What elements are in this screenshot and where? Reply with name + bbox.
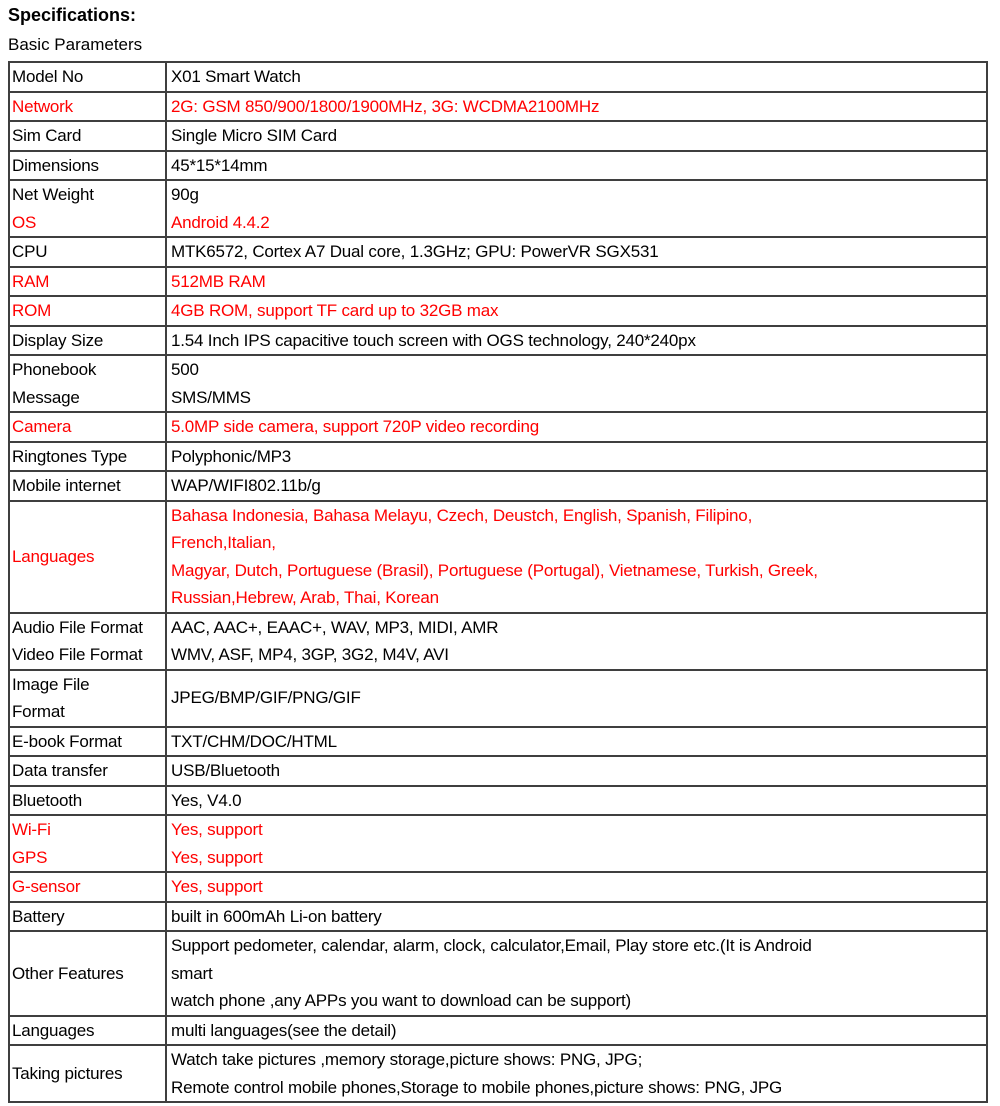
- spec-value-cell: [167, 903, 986, 931]
- spec-value-line: smart: [171, 963, 213, 983]
- spec-label-cell: [10, 1046, 167, 1101]
- spec-label-line: Display Size: [12, 330, 104, 350]
- spec-label-line: Phonebook: [12, 360, 97, 379]
- table-row: [10, 268, 986, 298]
- spec-value-line: watch phone ,any APPs you want to download can be support): [171, 991, 631, 1010]
- spec-value-cell: [167, 413, 986, 441]
- spec-value-line: 512MB RAM: [171, 271, 266, 291]
- spec-label-cell: [10, 63, 167, 91]
- spec-value-cell: [167, 671, 986, 726]
- spec-value-cell: [167, 356, 986, 411]
- spec-label-cell: [10, 757, 167, 785]
- spec-label-line: E-book Format: [12, 731, 122, 751]
- spec-value-cell: [167, 327, 986, 355]
- spec-value-line: Magyar, Dutch, Portuguese (Brasil), Portuguese (Portugal), Vietnamese, Turkish, Greek,: [171, 560, 818, 580]
- spec-value-line: Yes, V4.0: [171, 790, 242, 810]
- spec-value-line: Yes, support: [171, 820, 263, 839]
- spec-label-cell: [10, 181, 167, 236]
- spec-label-line: Bluetooth: [12, 790, 83, 810]
- spec-label-cell: [10, 472, 167, 500]
- spec-label-cell: [10, 728, 167, 756]
- table-row: [10, 152, 986, 182]
- table-row: [10, 787, 986, 817]
- table-row: [10, 93, 986, 123]
- spec-label-line: OS: [12, 212, 37, 232]
- spec-value-cell: [167, 238, 986, 266]
- spec-label-cell: [10, 356, 167, 411]
- table-row: [10, 122, 986, 152]
- spec-value-cell: [167, 268, 986, 296]
- spec-label-line: Other Features: [12, 963, 124, 983]
- spec-value-line: Support pedometer, calendar, alarm, clock, calculator,Email, Play store etc.(It is Android: [171, 936, 812, 955]
- spec-label-line: Ringtones Type: [12, 446, 128, 466]
- spec-label-cell: [10, 873, 167, 901]
- spec-label-line: Model No: [12, 67, 84, 86]
- table-row: [10, 671, 986, 728]
- spec-value-line: WMV, ASF, MP4, 3GP, 3G2, M4V, AVI: [171, 645, 449, 664]
- spec-label-cell: [10, 297, 167, 325]
- table-row: [10, 413, 986, 443]
- spec-value-line: built in 600mAh Li-on battery: [171, 906, 382, 926]
- spec-label-line: Data transfer: [12, 761, 108, 780]
- spec-value-line: TXT/CHM/DOC/HTML: [171, 731, 337, 751]
- spec-label-line: Wi-Fi: [12, 820, 51, 839]
- spec-label-cell: [10, 816, 167, 871]
- spec-value-cell: [167, 614, 986, 669]
- spec-label-cell: [10, 268, 167, 296]
- table-row: [10, 757, 986, 787]
- spec-value-cell: [167, 122, 986, 150]
- table-row: [10, 297, 986, 327]
- spec-label-line: Image File: [12, 674, 90, 694]
- table-row: [10, 356, 986, 413]
- table-row: [10, 816, 986, 873]
- spec-label-line: Message: [12, 387, 80, 407]
- spec-label-cell: [10, 152, 167, 180]
- spec-value-line: X01 Smart Watch: [171, 67, 301, 86]
- table-row: [10, 1046, 986, 1101]
- section-title-basic-parameters: Basic Parameters: [8, 35, 143, 54]
- spec-value-line: Single Micro SIM Card: [171, 126, 337, 145]
- spec-label-line: CPU: [12, 242, 48, 261]
- spec-value-cell: [167, 63, 986, 91]
- spec-value-cell: [167, 1046, 986, 1101]
- spec-value-line: USB/Bluetooth: [171, 761, 280, 780]
- spec-value-cell: [167, 816, 986, 871]
- spec-value-line: 45*15*14mm: [171, 155, 268, 175]
- table-row: [10, 903, 986, 933]
- table-row: [10, 63, 986, 93]
- spec-label-cell: [10, 671, 167, 726]
- spec-label-cell: [10, 614, 167, 669]
- spec-value-cell: [167, 932, 986, 1015]
- spec-value-line: Yes, support: [171, 877, 263, 896]
- spec-label-line: GPS: [12, 847, 48, 867]
- spec-value-line: SMS/MMS: [171, 387, 251, 407]
- spec-label-cell: [10, 413, 167, 441]
- table-row: [10, 238, 986, 268]
- spec-label-line: Format: [12, 702, 65, 721]
- spec-value-line: Russian,Hebrew, Arab, Thai, Korean: [171, 588, 439, 607]
- spec-label-cell: [10, 93, 167, 121]
- specifications-table: [8, 61, 988, 1103]
- spec-label-line: Net Weight: [12, 185, 94, 204]
- spec-value-cell: [167, 502, 986, 612]
- spec-label-line: Audio File Format: [12, 617, 143, 637]
- table-row: [10, 443, 986, 473]
- spec-label-line: Network: [12, 96, 73, 116]
- spec-label-line: Languages: [12, 546, 95, 566]
- spec-value-line: 1.54 Inch IPS capacitive touch screen with OGS technology, 240*240px: [171, 330, 696, 350]
- spec-value-cell: [167, 728, 986, 756]
- spec-label-line: Camera: [12, 417, 72, 436]
- spec-label-cell: [10, 327, 167, 355]
- spec-value-line: WAP/WIFI802.11b/g: [171, 476, 321, 495]
- spec-value-line: Polyphonic/MP3: [171, 446, 292, 466]
- spec-value-line: French,Italian,: [171, 533, 276, 552]
- spec-label-cell: [10, 502, 167, 612]
- page-title: Specifications:: [8, 5, 137, 25]
- spec-label-cell: [10, 903, 167, 931]
- spec-label-cell: [10, 932, 167, 1015]
- spec-label-line: G-sensor: [12, 877, 81, 896]
- spec-value-cell: [167, 1017, 986, 1045]
- table-row: [10, 728, 986, 758]
- spec-value-line: Remote control mobile phones,Storage to mobile phones,picture shows: PNG, JPG: [171, 1077, 783, 1097]
- spec-value-line: multi languages(see the detail): [171, 1020, 397, 1040]
- spec-value-cell: [167, 181, 986, 236]
- spec-label-line: ROM: [12, 301, 52, 320]
- table-row: [10, 932, 986, 1017]
- spec-value-cell: [167, 757, 986, 785]
- spec-label-line: Languages: [12, 1020, 95, 1040]
- spec-value-line: 5.0MP side camera, support 720P video recording: [171, 417, 539, 436]
- spec-label-line: Dimensions: [12, 155, 99, 175]
- spec-value-cell: [167, 152, 986, 180]
- spec-value-line: Bahasa Indonesia, Bahasa Melayu, Czech, Deustch, English, Spanish, Filipino,: [171, 505, 753, 525]
- spec-value-line: 4GB ROM, support TF card up to 32GB max: [171, 301, 499, 320]
- spec-value-cell: [167, 93, 986, 121]
- spec-label-line: Video File Format: [12, 645, 143, 664]
- spec-value-line: JPEG/BMP/GIF/PNG/GIF: [171, 688, 361, 708]
- spec-label-line: Mobile internet: [12, 476, 121, 495]
- spec-value-line: 2G: GSM 850/900/1800/1900MHz, 3G: WCDMA2100MHz: [171, 96, 600, 116]
- spec-label-cell: [10, 1017, 167, 1045]
- table-row: [10, 181, 986, 238]
- spec-label-cell: [10, 787, 167, 815]
- spec-label-line: Taking pictures: [12, 1063, 123, 1083]
- spec-label-cell: [10, 122, 167, 150]
- spec-label-line: RAM: [12, 271, 50, 291]
- spec-value-line: MTK6572, Cortex A7 Dual core, 1.3GHz; GPU: PowerVR SGX531: [171, 242, 659, 261]
- table-row: [10, 502, 986, 614]
- spec-value-line: AAC, AAC+, EAAC+, WAV, MP3, MIDI, AMR: [171, 617, 499, 637]
- spec-value-cell: [167, 472, 986, 500]
- spec-value-line: 90g: [171, 185, 199, 204]
- spec-value-cell: [167, 443, 986, 471]
- spec-value-line: 500: [171, 360, 199, 379]
- table-row: [10, 1017, 986, 1047]
- table-row: [10, 873, 986, 903]
- spec-value-cell: [167, 787, 986, 815]
- spec-label-line: Battery: [12, 906, 65, 926]
- spec-value-line: Yes, support: [171, 847, 263, 867]
- spec-value-line: Android 4.4.2: [171, 212, 270, 232]
- spec-value-cell: [167, 873, 986, 901]
- table-row: [10, 327, 986, 357]
- table-row: [10, 614, 986, 671]
- spec-value-cell: [167, 297, 986, 325]
- spec-label-cell: [10, 238, 167, 266]
- spec-value-line: Watch take pictures ,memory storage,picture shows: PNG, JPG;: [171, 1050, 643, 1069]
- spec-label-cell: [10, 443, 167, 471]
- spec-label-line: Sim Card: [12, 126, 82, 145]
- table-row: [10, 472, 986, 502]
